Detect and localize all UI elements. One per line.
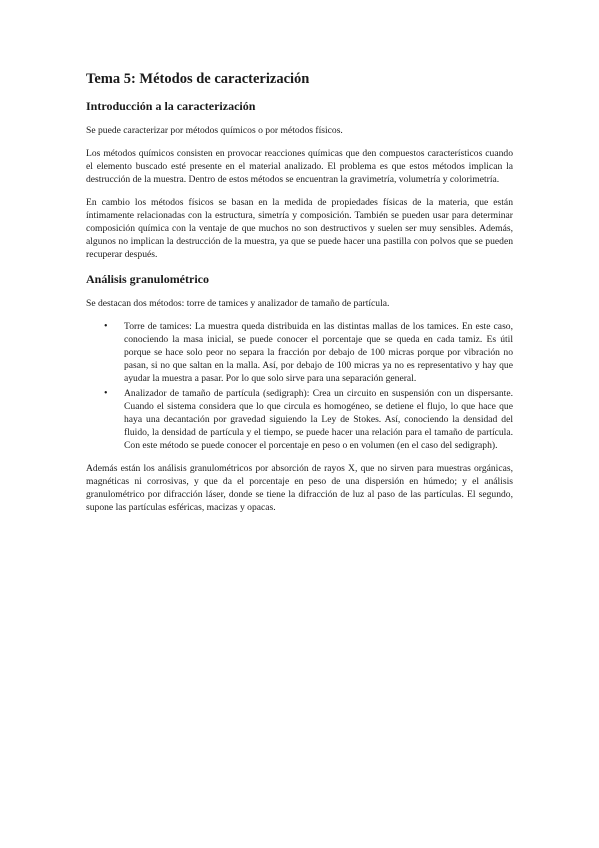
section-heading-introduccion: Introducción a la caracterización xyxy=(86,99,256,113)
paragraph: Se destacan dos métodos: torre de tamices y analizador de tamaño de partícula. xyxy=(86,298,390,309)
page-title: Tema 5: Métodos de caracterización xyxy=(86,71,310,87)
list-item xyxy=(104,320,513,385)
paragraph: Además están los análisis granulométricos por absorción de rayos X, que no sirven para muestras orgánicas, magnéticas ni corrosivas, y que da el porcentaje en peso de una dispersión en húmedo; y el análisis granulométrico por difracción láser, donde se tiene la difracción de luz al paso de las partículas. El segundo, supone las partículas esféricas, macizas y opacas. xyxy=(86,463,513,513)
bullet-icon: • xyxy=(104,321,108,332)
list-item-text: Torre de tamices: La muestra queda distribuida en las distintas mallas de los tamices. En este caso, conociendo la masa inicial, se puede conocer el porcentaje que se queda en cada tamiz. Es útil porque se hace solo peor no separa la fracción por debajo de 100 micras porque por vibración no pasan, si no que saltan en la malla. Así, por debajo de 100 micras ya no es representativo y hay que ayudar la muestra a pasar. Por lo que solo sirve para una separación general. xyxy=(124,321,513,384)
list-item-text: Analizador de tamaño de partícula (sedigraph): Crea un circuito en suspensión con un dispersante. Cuando el sistema considera que lo que circula es homogéneo, se detiene el flujo, lo que hace que haya una decantación por gravedad siguiendo la Ley de Stokes. Así, conociendo la densidad del fluido, la densidad de partícula y el tiempo, se puede hacer una relación para el tamaño de partícula. Con este método se puede conocer el porcentaje en peso o en volumen (en el caso del sedigraph). xyxy=(124,388,513,451)
paragraph: Los métodos químicos consisten en provocar reacciones químicas que den compuestos característicos cuando el elemento buscado esté presente en el material analizado. El problema es que estos métodos implican la destrucción de la muestra. Dentro de estos métodos se encuentran la gravimetría, volumetría y colorimetría. xyxy=(86,148,513,185)
paragraph: Se puede caracterizar por métodos químicos o por métodos físicos. xyxy=(86,125,343,136)
paragraph: En cambio los métodos físicos se basan en la medida de propiedades físicas de la materia, que están íntimamente relacionadas con la estructura, simetría y composición. También se pueden usar para determinar composición química con la ventaje de que muchos no son destructivos y suelen ser muy sensibles. Además, algunos no implican la destrucción de la muestra, ya que se puede hacer una pastilla con polvos que se pueden recuperar después. xyxy=(86,197,513,260)
list-item xyxy=(104,387,513,452)
bullet-list xyxy=(86,320,513,452)
bullet-icon: • xyxy=(104,388,108,399)
section-heading-analisis-granulometrico: Análisis granulométrico xyxy=(86,272,209,286)
